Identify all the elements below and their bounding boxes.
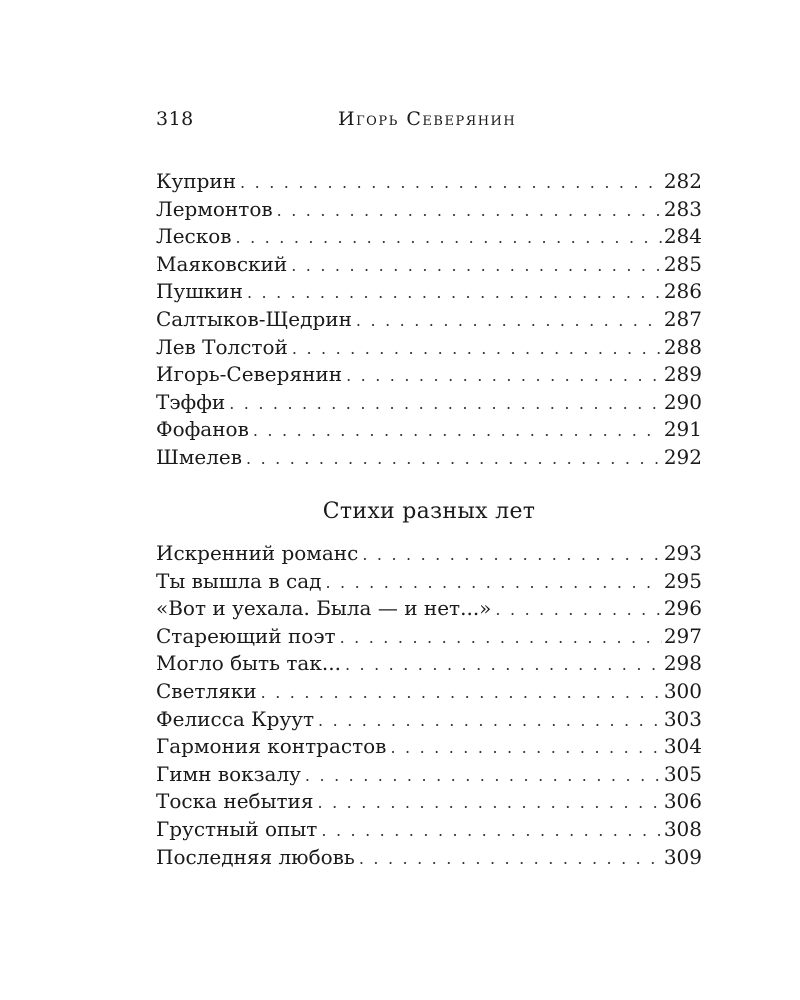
section-heading: Стихи разных лет: [322, 499, 536, 524]
dot-leader: [346, 362, 662, 390]
toc-entry: [156, 788, 702, 816]
toc-entry-title: Искренний романс: [156, 541, 359, 565]
toc-entry-page: 297: [663, 623, 702, 648]
toc-entry: [156, 278, 702, 306]
toc-entry: [156, 444, 702, 472]
toc-entry-page: 291: [663, 417, 702, 442]
toc-entry-page: 285: [663, 251, 702, 276]
page-number: 318: [156, 108, 194, 130]
dot-leader: [247, 279, 662, 307]
toc-entry-title: Лев Толстой: [156, 334, 288, 359]
toc-entry-title: Могло быть так...: [156, 651, 341, 676]
toc-entry-title: Последняя любовь: [156, 844, 355, 869]
toc-entry: [156, 196, 702, 224]
toc-entry-title: Светляки: [156, 678, 257, 703]
toc-entry: [156, 650, 702, 678]
dot-leader: [356, 307, 662, 335]
toc-entry-page: 289: [663, 362, 702, 387]
toc-list-poems: [156, 540, 702, 871]
toc-entry: [156, 733, 702, 761]
toc-entry-title: Пушкин: [156, 279, 243, 304]
dot-leader: [318, 789, 662, 817]
toc-entry-title: Тоска небытия: [156, 789, 314, 814]
toc-entry-title: Грустный опыт: [156, 816, 318, 841]
toc-entry-title: Гимн вокзалу: [156, 761, 301, 786]
toc-entry-title: «Вот и уехала. Была — и нет...»: [156, 596, 492, 621]
toc-entry-page: 286: [663, 279, 702, 304]
dot-leader: [236, 224, 662, 252]
toc-entry-page: 287: [663, 306, 702, 331]
toc-entry: [156, 334, 702, 362]
toc-entry: [156, 223, 702, 251]
toc-entry-page: 304: [663, 734, 702, 759]
dot-leader: [229, 390, 662, 418]
toc-entry-page: 293: [663, 541, 702, 565]
toc-entry: [156, 168, 702, 196]
running-head-title: Игорь Северянин: [338, 108, 517, 130]
toc-entry-page: 284: [663, 224, 702, 249]
dot-leader: [246, 445, 662, 473]
toc-entry: [156, 306, 702, 334]
dot-leader: [325, 569, 661, 597]
dot-leader: [277, 197, 662, 225]
dot-leader: [253, 417, 662, 445]
dot-leader: [292, 335, 662, 363]
dot-leader: [362, 541, 661, 569]
toc-entry: [156, 706, 702, 734]
toc-entry-page: 308: [663, 816, 702, 841]
dot-leader: [305, 762, 662, 790]
toc-entry: [156, 595, 702, 623]
dot-leader: [359, 845, 662, 873]
running-head: [156, 108, 702, 138]
toc-entry: [156, 251, 702, 279]
dot-leader: [340, 624, 662, 652]
toc-entry-title: Стареющий поэт: [156, 623, 336, 648]
toc-entry-title: Лермонтов: [156, 196, 273, 221]
toc-entry-title: Гармония контрастов: [156, 734, 387, 759]
dot-leader: [240, 169, 662, 197]
dot-leader: [318, 707, 662, 735]
book-page: [156, 0, 702, 1000]
dot-leader: [390, 734, 661, 762]
toc-entry-page: 298: [663, 651, 702, 676]
dot-leader: [291, 252, 662, 280]
dot-leader: [495, 596, 661, 624]
toc-entry-title: Куприн: [156, 169, 237, 193]
toc-entry: [156, 416, 702, 444]
toc-entry-page: 300: [663, 678, 702, 703]
toc-entry-page: 305: [663, 761, 702, 786]
toc-entry-page: 282: [663, 169, 702, 193]
toc-entry-page: 288: [663, 334, 702, 359]
toc-entry-title: Маяковский: [156, 251, 288, 276]
dot-leader: [345, 651, 662, 679]
toc-entry-page: 303: [663, 706, 702, 731]
toc-entry: [156, 623, 702, 651]
toc-entry-title: Фофанов: [156, 417, 249, 442]
toc-entry-page: 283: [663, 196, 702, 221]
toc-entry-page: 296: [663, 596, 702, 621]
toc-entry: [156, 844, 702, 872]
toc-entry-page: 292: [663, 444, 702, 469]
toc-entry-page: 309: [663, 844, 702, 869]
toc-entry: [156, 389, 702, 417]
toc-entry: [156, 678, 702, 706]
toc-entry-title: Ты вышла в сад: [156, 568, 322, 593]
toc-entry-page: 290: [663, 389, 702, 414]
dot-leader: [321, 817, 661, 845]
toc-entry-title: Шмелев: [156, 444, 243, 469]
toc-entry: [156, 540, 702, 568]
toc-entry: [156, 761, 702, 789]
toc-entry: [156, 816, 702, 844]
toc-list-authors: [156, 168, 702, 472]
toc-entry: [156, 361, 702, 389]
toc-entry-page: 306: [663, 789, 702, 814]
toc-entry-title: Игорь-Северянин: [156, 362, 343, 387]
dot-leader: [261, 679, 662, 707]
toc-entry-title: Тэффи: [156, 389, 226, 414]
toc-entry-title: Фелисса Круут: [156, 706, 315, 731]
toc-entry-page: 295: [663, 568, 702, 593]
toc-entry-title: Лесков: [156, 224, 232, 249]
toc-entry: [156, 568, 702, 596]
toc-entry-title: Салтыков-Щедрин: [156, 306, 352, 331]
